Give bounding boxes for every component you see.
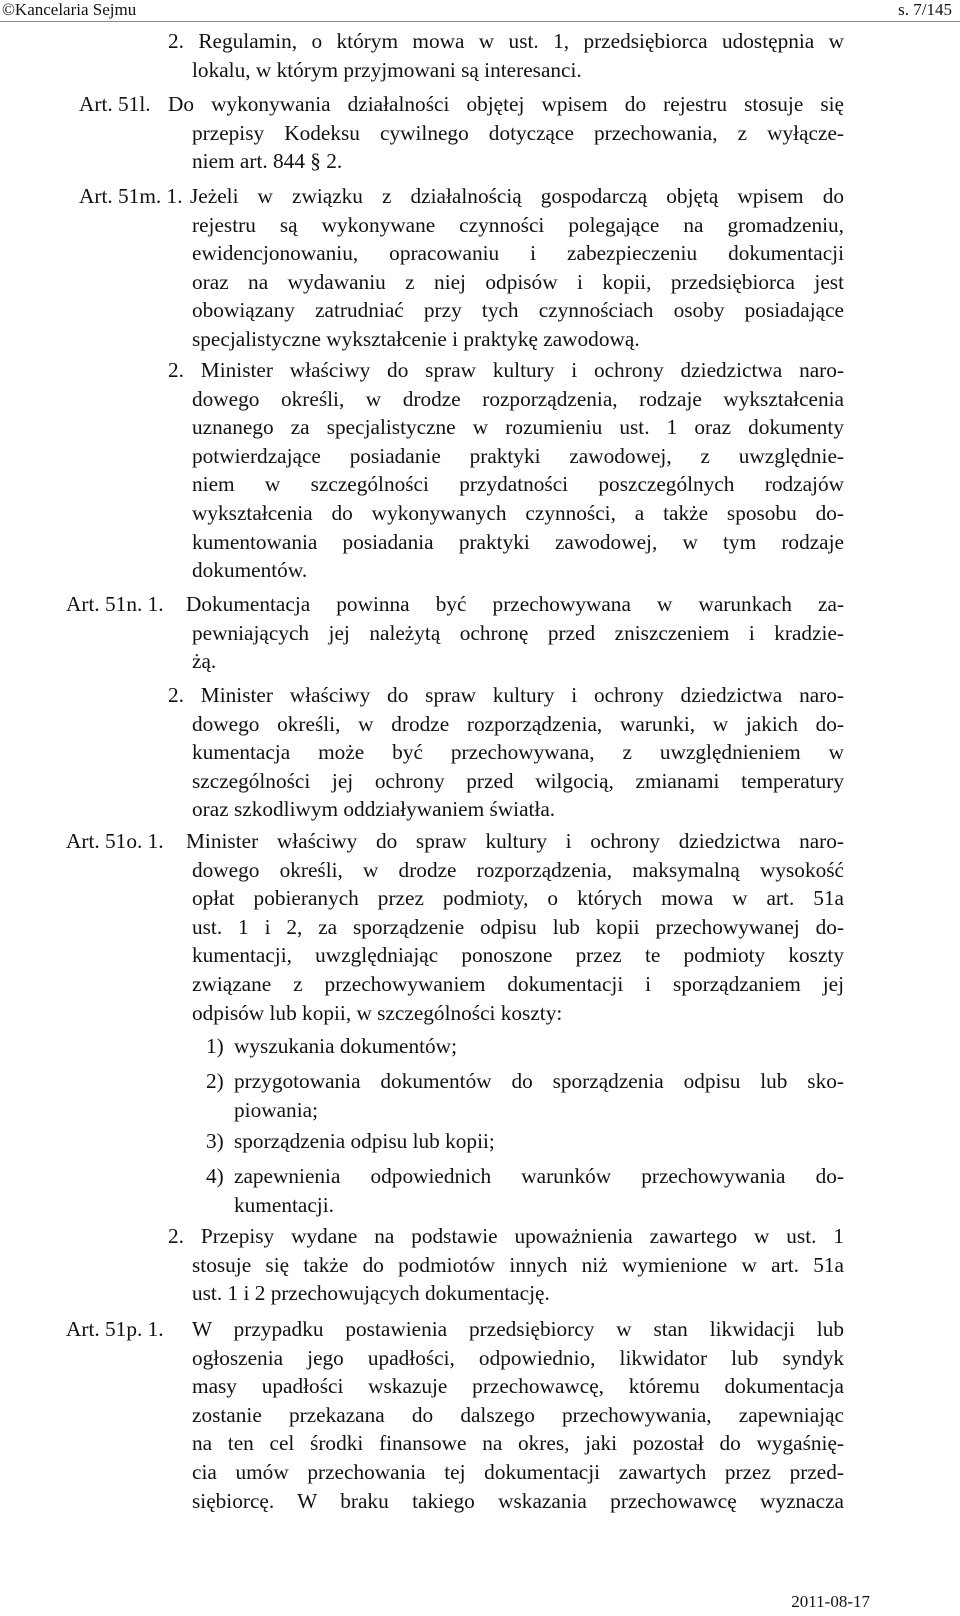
text-line: wykształcenia do wykonywanych czynności, a także sposobu do-: [192, 500, 844, 525]
text-line: odpisów lub kopii, w szczególności koszty:: [192, 1000, 563, 1025]
text-line: 2. Regulamin, o którym mowa w ust. 1, przedsiębiorca udostępnia w: [168, 29, 844, 53]
text-line: dokumentów.: [192, 558, 308, 583]
text-line: zostanie przekazana do dalszego przechowywania, zapewniając: [192, 1402, 844, 1427]
text-line: szczególności jej ochrony przed wilgocią, zmianami temperatury: [192, 768, 844, 793]
article-51n-text: [186, 590, 844, 676]
list-item-number: 3): [206, 1129, 224, 1153]
list-item: [234, 1032, 844, 1061]
article-51o-paragraph-2: [168, 1222, 844, 1308]
text-line: ust. 1 i 2 przechowujących dokumentację.: [192, 1281, 550, 1306]
text-line: specjalistyczne wykształcenie i praktykę zawodową.: [192, 326, 640, 351]
text-line: opłat pobieranych przez podmioty, o których mowa w art. 51a: [192, 886, 844, 911]
text-line: potwierdzające posiadanie praktyki zawodowej, z uwzględnie-: [192, 443, 844, 468]
text-line: W przypadku postawienia przedsiębiorcy w stan likwidacji lub: [192, 1317, 844, 1341]
article-51m-label: Art. 51m. 1.: [79, 184, 183, 208]
text-line: uznanego za specjalistyczne w rozumieniu ust. 1 oraz dokumenty: [192, 415, 844, 440]
article-51p-text: [192, 1315, 844, 1515]
text-line: niem art. 844 § 2.: [192, 149, 343, 174]
article-51l-text: [168, 90, 844, 176]
footer-date: 2011-08-17: [791, 1592, 870, 1611]
text-line: przygotowania dokumentów do sporządzenia odpisu lub sko-: [234, 1069, 844, 1093]
text-line: masy upadłości wskazuje przechowawcę, któremu dokumentacja: [192, 1374, 844, 1399]
text-line: na ten cel środki finansowe na okres, jaki pozostał do wygaśnię-: [192, 1431, 844, 1456]
text-line: żą.: [192, 649, 217, 674]
text-line: 2. Minister właściwy do spraw kultury i ochrony dziedzictwa naro-: [168, 683, 844, 707]
text-line: wyszukania dokumentów;: [234, 1034, 457, 1058]
text-line: dowego określi, w drodze rozporządzenia, warunki, w jakich do-: [192, 711, 844, 736]
text-line: ust. 1 i 2, za sporządzenie odpisu lub kopii przechowywanej do-: [192, 914, 844, 939]
list-item-number: 2): [206, 1069, 224, 1093]
text-line: Jeżeli w związku z działalnością gospodarczą objętą wpisem do: [190, 184, 844, 208]
text-line: Minister właściwy do spraw kultury i ochrony dziedzictwa naro-: [186, 829, 844, 853]
text-line: kumentacji.: [234, 1192, 334, 1217]
text-line: przepisy Kodeksu cywilnego dotyczące przechowania, z wyłącze-: [192, 120, 844, 145]
list-item-number: 1): [206, 1034, 224, 1058]
text-line: niem w szczególności przydatności poszczególnych rodzajów: [192, 472, 844, 497]
text-line: pewniających jej należytą ochronę przed zniszczeniem i kradzie-: [192, 620, 844, 645]
text-line: ewidencjonowaniu, opracowaniu i zabezpieczeniu dokumentacji: [192, 241, 844, 266]
text-line: zapewnienia odpowiednich warunków przechowywania do-: [234, 1164, 844, 1188]
text-line: lokalu, w którym przyjmowani są interesanci.: [192, 57, 582, 82]
text-line: rejestru są wykonywane czynności polegające na gromadzeniu,: [192, 212, 844, 237]
list-item-number: 4): [206, 1164, 224, 1188]
header-divider: [0, 21, 960, 22]
header-source: ©Kancelaria Sejmu: [2, 0, 137, 19]
text-line: siębiorcę. W braku takiego wskazania przechowawcę wyznacza: [192, 1488, 844, 1513]
text-line: dowego określi, w drodze rozporządzenia, maksymalną wysokość: [192, 857, 844, 882]
text-line: piowania;: [234, 1097, 318, 1122]
article-51o-text: [186, 827, 844, 1027]
article-51p-label: Art. 51p. 1.: [66, 1317, 164, 1341]
text-line: 2. Przepisy wydane na podstawie upoważnienia zawartego w ust. 1: [168, 1224, 844, 1248]
text-line: ogłoszenia jego upadłości, odpowiednio, likwidator lub syndyk: [192, 1345, 844, 1370]
text-line: cia umów przechowania tej dokumentacji zawartych przez przed-: [192, 1459, 844, 1484]
text-line: związane z przechowywaniem dokumentacji i sporządzaniem jej: [192, 971, 844, 996]
text-line: oraz na wydawaniu z niej odpisów i kopii, przedsiębiorca jest: [192, 269, 844, 294]
list-item: [234, 1127, 844, 1156]
paragraph-regulamin: [168, 27, 844, 84]
text-line: Do wykonywania działalności objętej wpisem do rejestru stosuje się: [168, 92, 844, 116]
article-51n-paragraph-2: [168, 681, 844, 824]
list-item: [234, 1067, 844, 1124]
text-line: Dokumentacja powinna być przechowywana w warunkach za-: [186, 592, 844, 616]
list-item: [234, 1162, 844, 1219]
article-51l-label: Art. 51l.: [79, 92, 151, 116]
header-page-number: s. 7/145: [898, 0, 952, 19]
article-51o-label: Art. 51o. 1.: [66, 829, 164, 853]
text-line: oraz szkodliwym oddziaływaniem światła.: [192, 797, 556, 822]
article-51m-paragraph-2: [168, 356, 844, 585]
article-51n-label: Art. 51n. 1.: [66, 592, 164, 616]
text-line: obowiązany zatrudniać przy tych czynnościach osoby posiadające: [192, 298, 844, 323]
text-line: dowego określi, w drodze rozporządzenia, rodzaje wykształcenia: [192, 386, 844, 411]
text-line: stosuje się także do podmiotów innych niż wymienione w art. 51a: [192, 1252, 844, 1277]
text-line: sporządzenia odpisu lub kopii;: [234, 1129, 495, 1153]
text-line: 2. Minister właściwy do spraw kultury i ochrony dziedzictwa naro-: [168, 358, 844, 382]
text-line: kumentacja może być przechowywana, z uwzględnieniem w: [192, 740, 844, 765]
text-line: kumentacji, uwzględniając ponoszone przez te podmioty koszty: [192, 943, 844, 968]
text-line: kumentowania posiadania praktyki zawodowej, w tym rodzaje: [192, 529, 844, 554]
article-51m-text: [192, 182, 844, 354]
